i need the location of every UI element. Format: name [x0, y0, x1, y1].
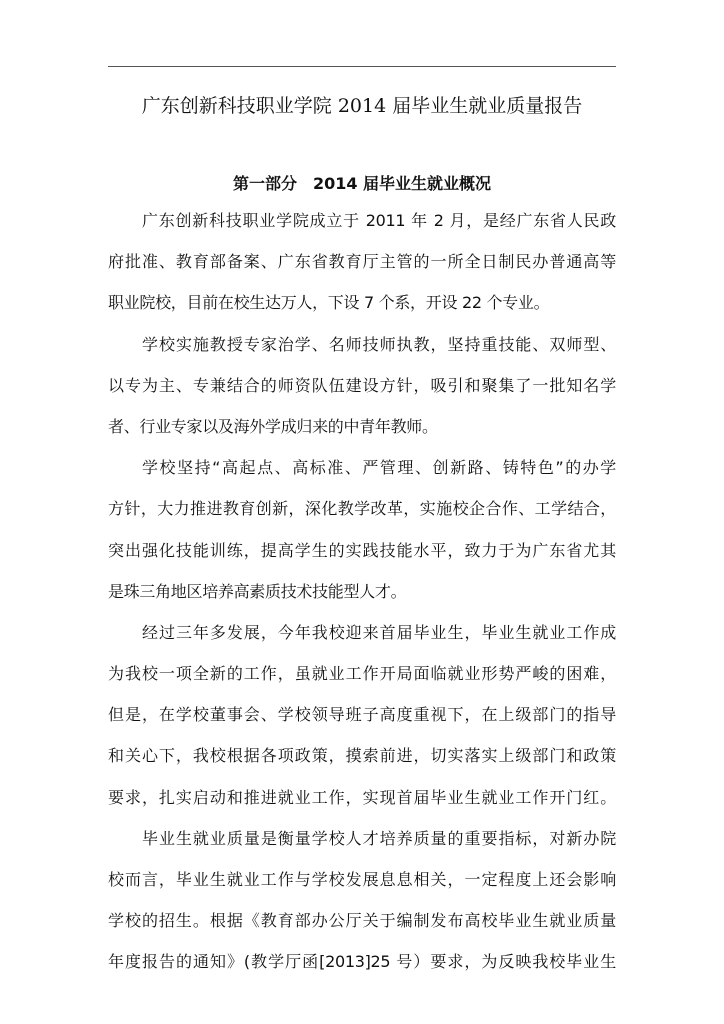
text-line: 广东创新科技职业学院成立于 2011 年 2 月，是经广东省人民政 [142, 211, 616, 230]
paragraph-1 [108, 209, 616, 333]
text-line: 和关心下，我校根据各项政策，摸索前进，切实落实上级部门和政策 [108, 746, 616, 766]
text-line: 府批准、教育部备案、广东省教育厅主管的一所全日制民办普通高等 [108, 252, 616, 272]
header-rule [108, 66, 616, 67]
text-line: 者、行业专家以及海外学成归来的中青年教师。 [108, 416, 438, 436]
text-line: 以专为主、专兼结合的师资队伍建设方针，吸引和聚集了一批知名学 [108, 375, 616, 395]
text-line: 经过三年多发展，今年我校迎来首届毕业生，毕业生就业工作成 [142, 622, 616, 642]
text-line: 方针，大力推进教育创新，深化教学改革，实施校企合作、工学结合， [108, 499, 616, 519]
paragraph-3 [108, 456, 616, 621]
text-line: 突出强化技能训练，提高学生的实践技能水平，致力于为广东省尤其 [108, 540, 616, 560]
text-line: 年度报告的通知》(教学厅函[2013]25 号）要求，为反映我校毕业生 [108, 952, 616, 972]
section-heading: 第一部分 2014 届毕业生就业概况 [232, 174, 492, 193]
text-line: 为我校一项全新的工作，虽就业工作开局面临就业形势严峻的困难， [108, 664, 616, 684]
document-title: 广东创新科技职业学院 2014 届毕业生就业质量报告 [141, 95, 583, 117]
text-line: 学校坚持“高起点、高标准、严管理、创新路、铸特色”的办学 [142, 458, 616, 478]
paragraph-2 [108, 333, 616, 457]
text-line: 是珠三角地区培养高素质技术技能型人才。 [108, 581, 407, 601]
document-body [108, 209, 616, 992]
text-line: 学校的招生。根据《教育部办公厅关于编制发布高校毕业生就业质量 [108, 911, 616, 931]
paragraph-4 [108, 621, 616, 827]
text-line: 但是，在学校董事会、学校领导班子高度重视下，在上级部门的指导 [108, 705, 616, 725]
text-line: 校而言，毕业生就业工作与学校发展息息相关，一定程度上还会影响 [108, 870, 616, 889]
paragraph-5 [108, 827, 616, 992]
text-line: 学校实施教授专家治学、名师技师执教，坚持重技能、双师型、 [142, 334, 616, 354]
text-line: 毕业生就业质量是衡量学校人才培养质量的重要指标，对新办院 [142, 828, 616, 848]
text-line: 要求，扎实启动和推进就业工作，实现首届毕业生就业工作开门红。 [108, 787, 616, 807]
text-line: 职业院校，目前在校生达万人，下设 7 个系，开设 22 个专业。 [108, 293, 550, 313]
